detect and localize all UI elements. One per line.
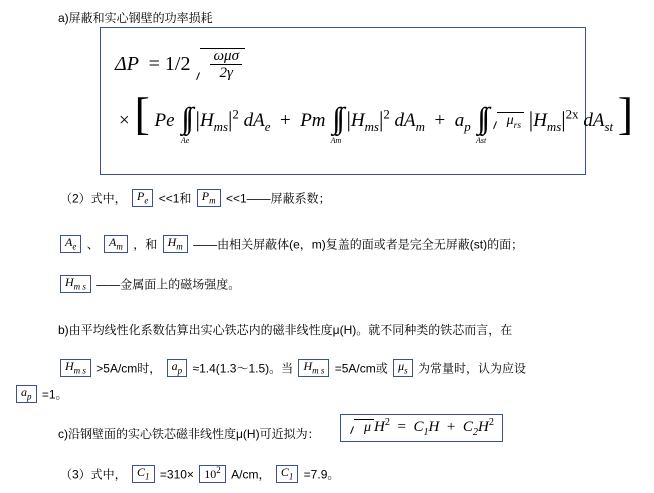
item-2-mid: <<1和 — [158, 191, 192, 206]
token-c1-2: $C_1$ — [276, 465, 299, 483]
b-line2-c: =5A/cm或 — [334, 361, 388, 376]
main-formula-content — [101, 28, 634, 174]
token-hm: $H_m$ — [163, 235, 188, 253]
b-line2-a: >5A/cm时， — [96, 361, 162, 376]
item-3-unit: A/cm， — [231, 467, 271, 482]
token-pm: $P_m$ — [197, 189, 221, 207]
item-2-suffix: <<1——屏蔽系数； — [225, 191, 331, 206]
token-power-10: $10^2$ — [199, 465, 226, 483]
b-line3: =1。 — [41, 387, 68, 402]
token-mu-s: $\mu_s$ — [393, 359, 413, 377]
token-pe: $P_e$ — [132, 189, 153, 207]
item-2-line — [60, 190, 331, 208]
formula-row-1: ΔP = 1/2 $\frac{\text{ωμσ}}{2\gamma}$ — [115, 48, 245, 82]
section-b-line-2 — [58, 360, 526, 378]
token-hms-2: $H_{m s}$ — [60, 359, 91, 377]
small-formula-box: μ $H^2 = C_1H + C_2H^2$ — [340, 414, 503, 442]
token-ap-1: $a_p$ — [167, 359, 188, 377]
areas-suffix: ——由相关屏蔽体(e，m)复盖的面或者是完全无屏蔽(st)的面； — [193, 237, 524, 252]
item-3-mid: =310× — [159, 467, 194, 482]
section-c-heading: c)沿钢壁面的实心铁芯磁非线性度μ(H)可近拟为： — [58, 427, 320, 441]
token-ae: $A_e$ — [60, 235, 81, 253]
hms-line — [58, 276, 240, 294]
section-b-line-3 — [14, 386, 68, 404]
token-c1: $C_1$ — [132, 465, 155, 483]
token-ap-2: $a_p$ — [16, 385, 37, 403]
item-3-prefix: （3）式中， — [60, 467, 127, 482]
main-formula-box — [100, 27, 634, 175]
item-2-prefix: （2）式中， — [60, 191, 127, 206]
b-line2-d: 为常量时，认为应设 — [418, 361, 527, 376]
formula-row-2: × [ Pe ∫∫ Ae $|H_{ms}|^2$ $dA_e + Pm$ ∫∫ Am $|H_{ms}|^2$ $dA_m + a_p$ ∫∫ Ast $\mu_{rs}$ $|H_{ms}|^{2x}$ $dA_{st}$ ] — [119, 88, 634, 146]
item-3-suffix: =7.9。 — [303, 467, 340, 482]
token-hms-1: $H_{m s}$ — [60, 275, 91, 293]
areas-line — [58, 236, 523, 254]
areas-sep-1: 、 — [86, 237, 99, 252]
section-a-heading: a)屏蔽和实心钢壁的功率损耗 — [58, 11, 213, 25]
section-b-heading: b)由平均线性化系数估算出实心铁芯内的磁非线性度μ(H)。就不同种类的铁芯而言，在 — [58, 323, 513, 337]
item-3-line — [60, 466, 339, 484]
token-hms-3: $H_{m s}$ — [298, 359, 329, 377]
token-am: $A_m$ — [104, 235, 128, 253]
hms-suffix: ——金属面上的磁场强度。 — [96, 277, 241, 292]
areas-sep-2: ，和 — [133, 237, 158, 252]
b-line2-b: ≈1.4(1.3～1.5)。当 — [192, 361, 294, 376]
